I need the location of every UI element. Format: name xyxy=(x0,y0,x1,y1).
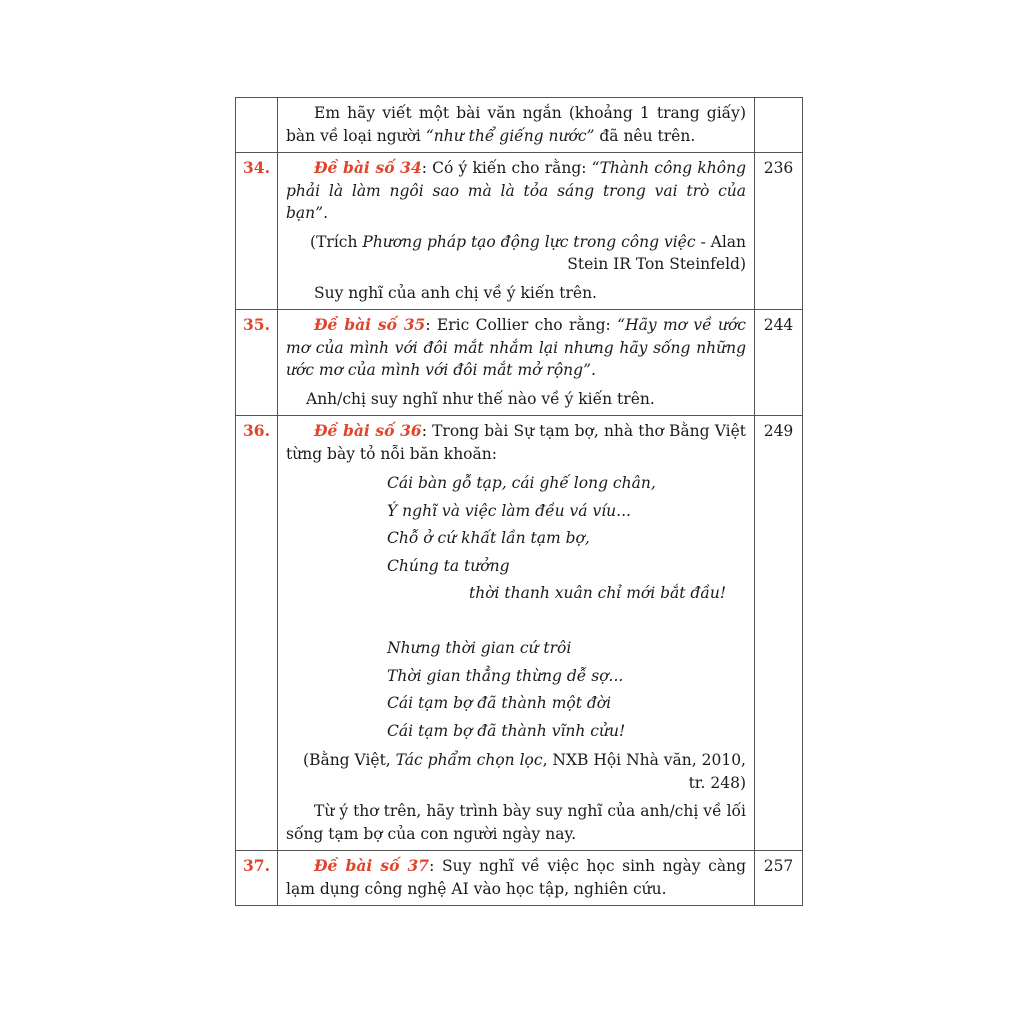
item-prompt xyxy=(286,157,746,225)
item-intro: Có ý kiến cho rằng: xyxy=(432,159,592,177)
item-content-cell xyxy=(278,416,755,851)
item-number-cell xyxy=(236,851,278,906)
item-number: 35. xyxy=(243,315,270,334)
page-number: 244 xyxy=(763,316,794,334)
page-number-cell xyxy=(755,851,803,906)
item-number-cell xyxy=(236,98,278,153)
source-a: (Bằng Việt, xyxy=(303,751,396,769)
item-colon: : xyxy=(429,857,442,875)
table-of-contents xyxy=(235,97,803,906)
item-label: Đề bài số 37 xyxy=(314,856,430,875)
item-colon: : xyxy=(421,422,433,440)
item-prompt xyxy=(286,314,746,382)
poem-line: thời thanh xuân chỉ mới bắt đầu! xyxy=(469,584,727,602)
item-task: Anh/chị suy nghĩ như thế nào về ý kiến trên. xyxy=(306,389,655,408)
item-number-cell xyxy=(236,416,278,851)
page-number-cell xyxy=(755,153,803,310)
item-content-cell xyxy=(278,310,755,416)
poem-line: Cái tạm bợ đã thành một đời xyxy=(387,694,612,712)
item-intro: Eric Collier cho rằng: xyxy=(436,316,618,334)
table-row xyxy=(236,98,803,153)
item-intro: Suy nghĩ về việc học sinh ngày càng lạm dụng công nghệ AI vào học tập, nghiên cứu. xyxy=(286,857,747,898)
page-number-cell xyxy=(755,416,803,851)
item-number-cell xyxy=(236,153,278,310)
page-number: 257 xyxy=(763,857,794,875)
item-task: Từ ý thơ trên, hãy trình bày suy nghĩ của anh/chị về lối sống tạm bợ của con người ngày nay. xyxy=(286,802,746,843)
item-quote: “Thành công không phải là làm ngôi sao mà là tỏa sáng trong vai trò của bạn”. xyxy=(286,159,746,222)
item-colon: : xyxy=(425,316,437,334)
poem-line: Nhưng thời gian cứ trôi xyxy=(387,639,572,657)
item-intro: Trong bài Sự tạm bợ, nhà thơ Bằng Việt từng bày tỏ nỗi băn khoăn: xyxy=(286,422,746,463)
item-task: Suy nghĩ của anh chị về ý kiến trên. xyxy=(314,283,597,302)
item-content-cell xyxy=(278,98,755,153)
source-title: Phương pháp tạo động lực trong công việc xyxy=(362,232,696,251)
page-number: 249 xyxy=(763,422,794,440)
item-quote: “Hãy mơ về ước mơ của mình với đôi mắt nhắm lại nhưng hãy sống những ước mơ của mình với đôi mắt mở rộng”. xyxy=(286,316,746,379)
item-content-cell xyxy=(278,153,755,310)
item-text-a: Em hãy viết một bài văn ngắn (khoảng 1 trang giấy) bàn về loại người xyxy=(286,104,746,145)
poem-line: Chúng ta tưởng xyxy=(387,556,510,575)
poem-line: Thời gian thẳng thừng dễ sợ... xyxy=(387,666,624,685)
page-number-cell xyxy=(755,310,803,416)
item-label: Đề bài số 34 xyxy=(314,158,422,177)
source-a: (Trích xyxy=(310,232,363,251)
item-number-cell xyxy=(236,310,278,416)
item-source xyxy=(286,231,746,276)
source-c: - Alan Stein IR Ton Steinfeld) xyxy=(567,232,746,273)
item-prompt xyxy=(286,420,746,465)
page-number: 236 xyxy=(763,159,794,177)
item-colon: : xyxy=(421,159,433,177)
page-number-cell xyxy=(755,98,803,153)
poem xyxy=(387,470,746,745)
item-label: Đề bài số 35 xyxy=(314,315,426,334)
item-source xyxy=(286,749,746,794)
item-number: 36. xyxy=(243,421,270,440)
source-title: Tác phẩm chọn lọc xyxy=(395,751,543,769)
table-row xyxy=(236,416,803,851)
item-text-quote: “như thể giếng nước” xyxy=(425,126,595,145)
table-row xyxy=(236,153,803,310)
poem-line: Cái bàn gỗ tạp, cái ghế long chân, xyxy=(387,474,656,492)
item-text xyxy=(286,102,746,147)
table-row xyxy=(236,310,803,416)
poem-line: Cái tạm bợ đã thành vĩnh cửu! xyxy=(387,721,626,740)
item-text-c: đã nêu trên. xyxy=(594,126,696,145)
item-prompt xyxy=(286,855,746,900)
item-label: Đề bài số 36 xyxy=(314,421,422,440)
item-number: 37. xyxy=(243,856,270,875)
item-content-cell xyxy=(278,851,755,906)
item-number: 34. xyxy=(243,158,270,177)
poem-line: Ý nghĩ và việc làm đều vá víu... xyxy=(387,501,631,520)
table-row xyxy=(236,851,803,906)
poem-line: Chỗ ở cứ khất lần tạm bợ, xyxy=(387,529,590,547)
source-c: , NXB Hội Nhà văn, 2010, tr. 248) xyxy=(542,751,746,792)
